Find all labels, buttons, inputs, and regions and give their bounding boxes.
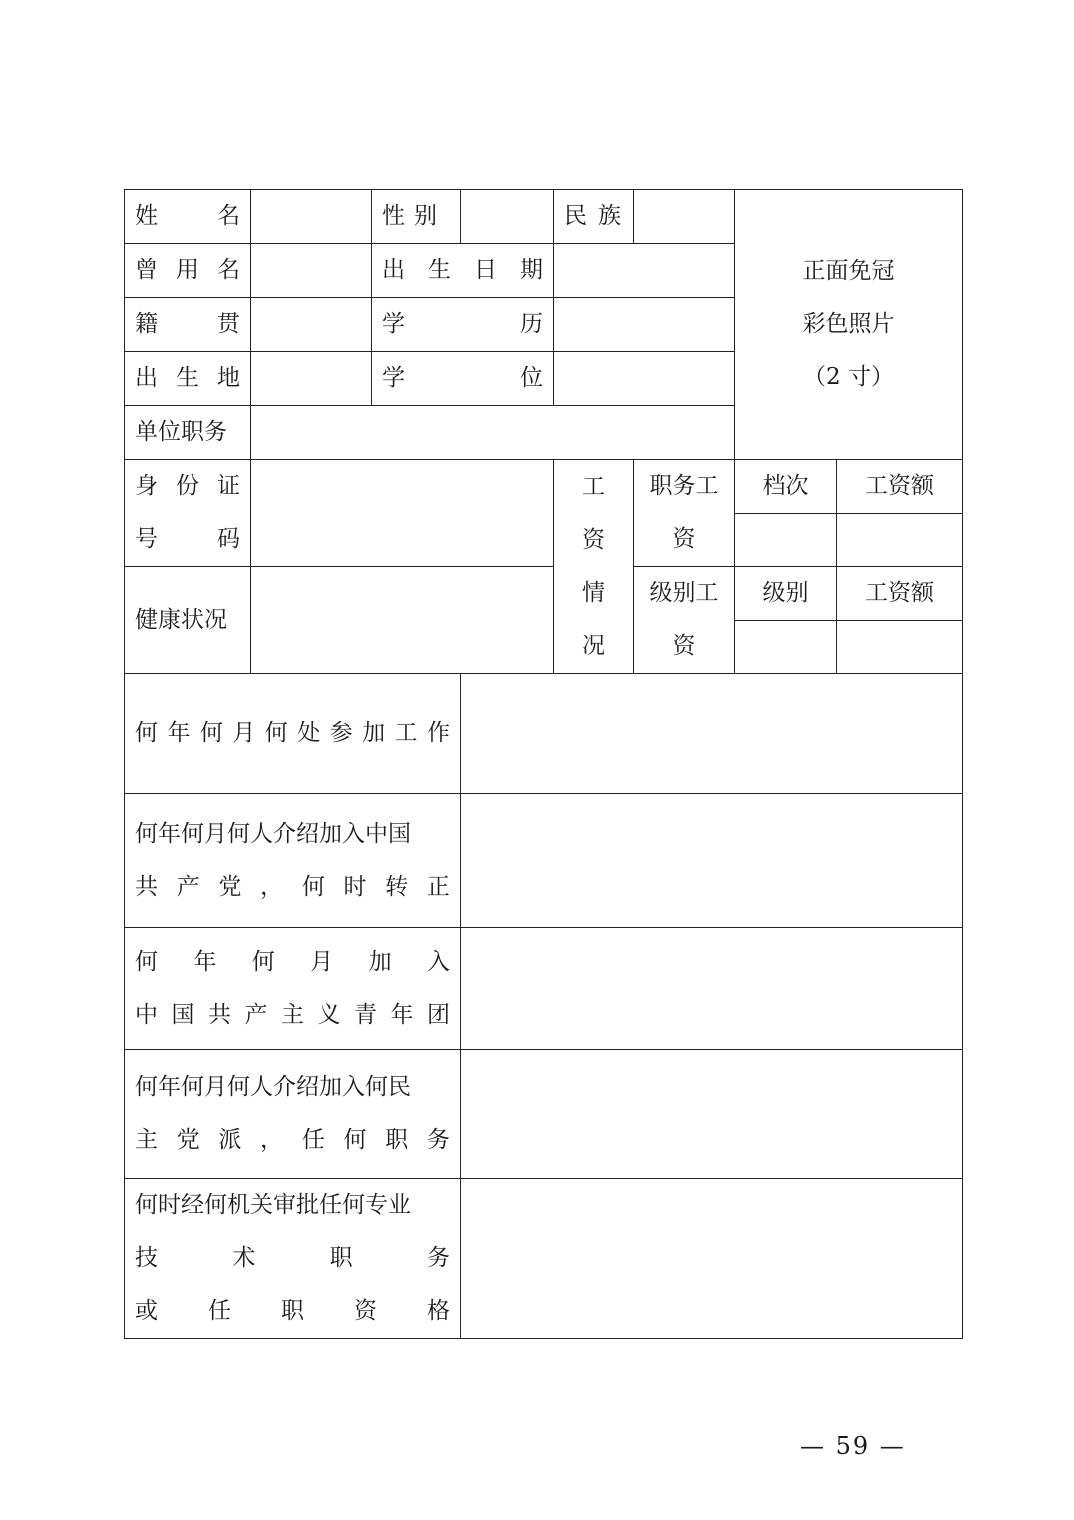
degree-value-cell[interactable] bbox=[554, 352, 735, 406]
birthplace-value-cell[interactable] bbox=[251, 352, 372, 406]
unit-position-label: 单位职务 bbox=[125, 406, 251, 460]
gender-value-cell[interactable] bbox=[461, 190, 554, 244]
former-name-label: 曾 用 名 bbox=[125, 244, 251, 298]
health-value-cell[interactable] bbox=[251, 567, 554, 674]
party-join-label: 何年何月何人介绍加入中国 共 产 党 ， 何 时 转 正 bbox=[125, 794, 461, 928]
work-start-label: 何 年 何 月 何 处 参 加 工 作 bbox=[125, 674, 461, 794]
ethnicity-value-cell[interactable] bbox=[634, 190, 735, 244]
birthplace-label: 出 生 地 bbox=[125, 352, 251, 406]
level-value-cell[interactable] bbox=[735, 621, 837, 674]
amount-value-cell-2[interactable] bbox=[837, 621, 963, 674]
id-number-label: 身 份 证 号 码 bbox=[125, 460, 251, 567]
degree-label: 学 位 bbox=[372, 352, 554, 406]
unit-position-value-cell[interactable] bbox=[251, 406, 735, 460]
party-join-value-cell[interactable] bbox=[461, 794, 963, 928]
name-value-cell[interactable] bbox=[251, 190, 372, 244]
former-name-value-cell[interactable] bbox=[251, 244, 372, 298]
league-join-label: 何 年 何 月 加 入 中 国 共 产 主 义 青 年 团 bbox=[125, 928, 461, 1050]
position-salary-label: 职务工 资 bbox=[634, 460, 735, 567]
birthdate-value-cell[interactable] bbox=[554, 244, 735, 298]
amount-label: 工资额 bbox=[837, 460, 963, 514]
education-value-cell[interactable] bbox=[554, 298, 735, 352]
democratic-party-label: 何年何月何人介绍加入何民 主 党 派 ， 任 何 职 务 bbox=[125, 1050, 461, 1179]
professional-title-value-cell[interactable] bbox=[461, 1179, 963, 1339]
grade-value-cell[interactable] bbox=[735, 514, 837, 567]
id-number-value-cell[interactable] bbox=[251, 460, 554, 567]
page-number: — 59 — bbox=[800, 1432, 906, 1460]
personnel-registration-form bbox=[124, 189, 963, 1339]
name-label: 姓 名 bbox=[125, 190, 251, 244]
gender-label: 性 别 bbox=[372, 190, 461, 244]
amount-label-2: 工资额 bbox=[837, 567, 963, 621]
health-label: 健康状况 bbox=[125, 567, 251, 674]
birthdate-label: 出 生 日 期 bbox=[372, 244, 554, 298]
amount-value-cell[interactable] bbox=[837, 514, 963, 567]
education-label: 学 历 bbox=[372, 298, 554, 352]
native-place-value-cell[interactable] bbox=[251, 298, 372, 352]
native-place-label: 籍 贯 bbox=[125, 298, 251, 352]
photo-placeholder: 正面免冠 彩色照片 （2 寸） bbox=[735, 190, 963, 460]
level-label: 级别 bbox=[735, 567, 837, 621]
professional-title-label: 何时经何机关审批任何专业 技 术 职 务 或 任 职 资 格 bbox=[125, 1179, 461, 1339]
democratic-party-value-cell[interactable] bbox=[461, 1050, 963, 1179]
grade-label: 档次 bbox=[735, 460, 837, 514]
work-start-value-cell[interactable] bbox=[461, 674, 963, 794]
ethnicity-label: 民 族 bbox=[554, 190, 634, 244]
league-join-value-cell[interactable] bbox=[461, 928, 963, 1050]
salary-label: 工 资 情 况 bbox=[554, 460, 634, 674]
level-salary-label: 级别工 资 bbox=[634, 567, 735, 674]
